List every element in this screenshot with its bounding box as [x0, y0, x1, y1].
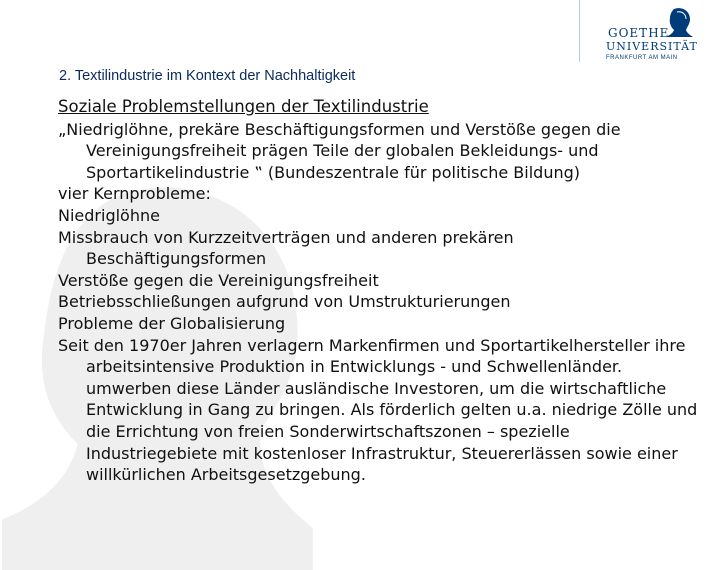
logo-text-frankfurt: FRANKFURT AM MAIN	[606, 55, 678, 61]
core-problem-freedom-of-association: Verstöße gegen die Vereinigungsfreiheit	[58, 270, 379, 290]
core-problem-low-wages: Niedriglöhne	[58, 205, 160, 225]
globalization-heading: Probleme der Globalisierung	[58, 313, 286, 333]
slide-heading: Soziale Problemstellungen der Textilindustrie	[58, 97, 429, 116]
logo-text-universitaet: UNIVERSITÄT	[606, 40, 698, 53]
quote-paragraph: „Niedriglöhne, prekäre Beschäftigungsformen und Verstöße gegen die Vereinigungsfreiheit prägen Teile der globalen Bekleidungs- und Sportartikelindustrie ‟ (Bundeszentrale für politische Bildung)	[58, 119, 621, 182]
university-logo	[600, 10, 700, 66]
section-title: 2. Textilindustrie im Kontext der Nachhaltigkeit	[59, 68, 356, 84]
logo-text-goethe: GOETHE	[608, 26, 670, 40]
slide-content	[58, 96, 698, 486]
globalization-paragraph: Seit den 1970er Jahren verlagern Markenfirmen und Sportartikelhersteller ihre arbeitsintensive Produktion in Entwicklungs - und Schwellenländer. umwerben diese Länder ausländische Investoren, um die wirtschaftliche Entwicklung in Gang zu bringen. Als förderlich gelten u.a. niedrige Zölle und die Errichtung von freien Sonderwirtschaftszonen – spezielle Industriegebiete mit kostenloser Infrastruktur, Steuererlässen sowie einer willkürlichen Arbeitsgesetzgebung.	[58, 335, 698, 485]
core-problems-intro: vier Kernprobleme:	[58, 184, 211, 204]
core-problem-short-contracts: Missbrauch von Kurzzeitverträgen und anderen prekären Beschäftigungsformen	[58, 227, 514, 269]
core-problem-plant-closures: Betriebsschließungen aufgrund von Umstrukturierungen	[58, 292, 511, 312]
header-divider	[579, 0, 580, 62]
